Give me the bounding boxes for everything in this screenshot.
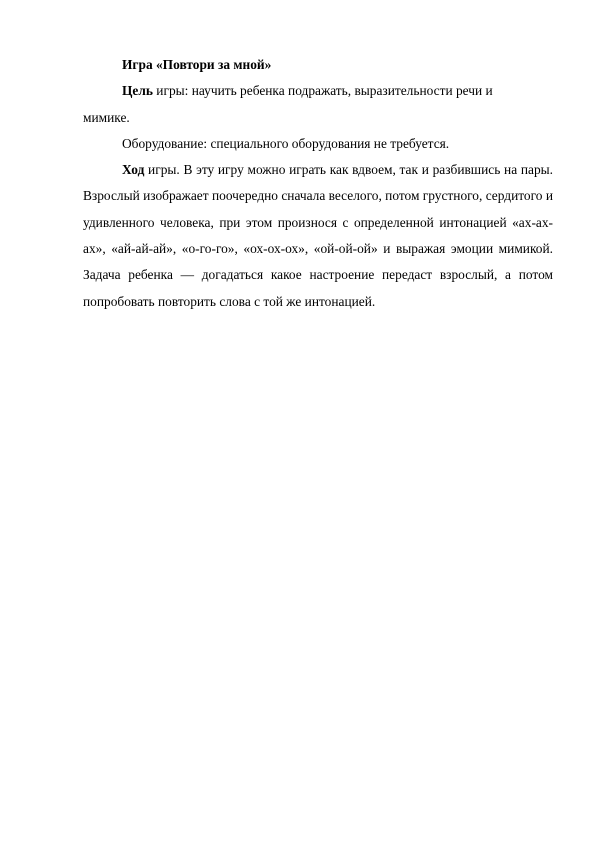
document-page [83, 52, 553, 315]
goal-label: Цель [122, 83, 153, 99]
game-title: Игра «Повтори за мной» [122, 57, 272, 72]
equipment-paragraph: Оборудование: специального оборудования не требуется. [122, 135, 450, 151]
procedure-text: игры. В эту игру можно играть как вдвоем, так и разбившись на пары. Взрослый изображает поочередно сначала веселого, потом грустного, сердитого и удивленного человека, при этом произнося с определенной интонацией «ах-ах-ах», «ай-ай-ай», «о-го-го», «ох-ох-ох», «ой-ой-ой» и выражая эмоции мимикой. Задача ребенка — догадаться какое настроение передаст взрослый, а потом попробовать повторить слова с той же интонацией. [83, 162, 553, 309]
goal-paragraph [83, 78, 553, 131]
goal-text: игры: научить ребенка подражать, выразительности речи и мимике. [83, 83, 493, 125]
procedure-label: Ход [122, 162, 145, 178]
procedure-paragraph [83, 157, 553, 315]
